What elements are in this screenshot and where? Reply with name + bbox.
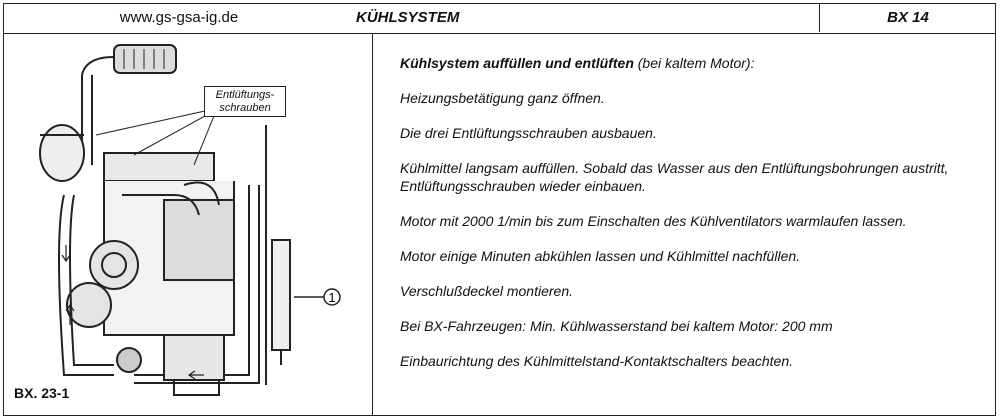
step-1: Heizungsbetätigung ganz öffnen.	[400, 90, 605, 106]
engine-cooling-diagram	[4, 35, 371, 415]
step-5: Motor einige Minuten abkühlen lassen und Kühlmittel nachfüllen.	[400, 248, 801, 264]
engine-illustration	[4, 35, 371, 415]
lead-paragraph	[400, 54, 990, 72]
section-code: BX 14	[819, 4, 996, 32]
step-3: Kühlmittel langsam auffüllen. Sobald das Wasser aus den Entlüftungsbohrungen austritt, Entlüftungsschrauben wieder einbauen.	[400, 160, 949, 194]
step-2: Die drei Entlüftungsschrauben ausbauen.	[400, 125, 657, 141]
bleed-screws-callout	[204, 86, 286, 117]
marker-label: 1	[328, 290, 336, 305]
callout-line-1: Entlüftungs-	[215, 89, 275, 101]
lead-heading: Kühlsystem auffüllen und entlüften	[400, 55, 634, 71]
section-title: KÜHLSYSTEM	[356, 9, 460, 26]
instructions-text	[400, 54, 990, 387]
step-8: Einbaurichtung des Kühlmittelstand-Kontaktschalters beachten.	[400, 353, 794, 369]
column-divider	[372, 34, 373, 415]
step-4: Motor mit 2000 1/min bis zum Einschalten des Kühlventilators warmlaufen lassen.	[400, 213, 907, 229]
step-6: Verschlußdeckel montieren.	[400, 283, 574, 299]
step-7: Bei BX-Fahrzeugen: Min. Kühlwasserstand bei kaltem Motor: 200 mm	[400, 318, 833, 334]
lead-condition: (bei kaltem Motor):	[633, 55, 755, 71]
document-sheet	[3, 3, 996, 416]
callout-line-2: schrauben	[219, 102, 271, 114]
page-header	[4, 4, 995, 34]
site-url: www.gs-gsa-ig.de	[119, 9, 239, 26]
figure-id: BX. 23-1	[14, 385, 70, 401]
